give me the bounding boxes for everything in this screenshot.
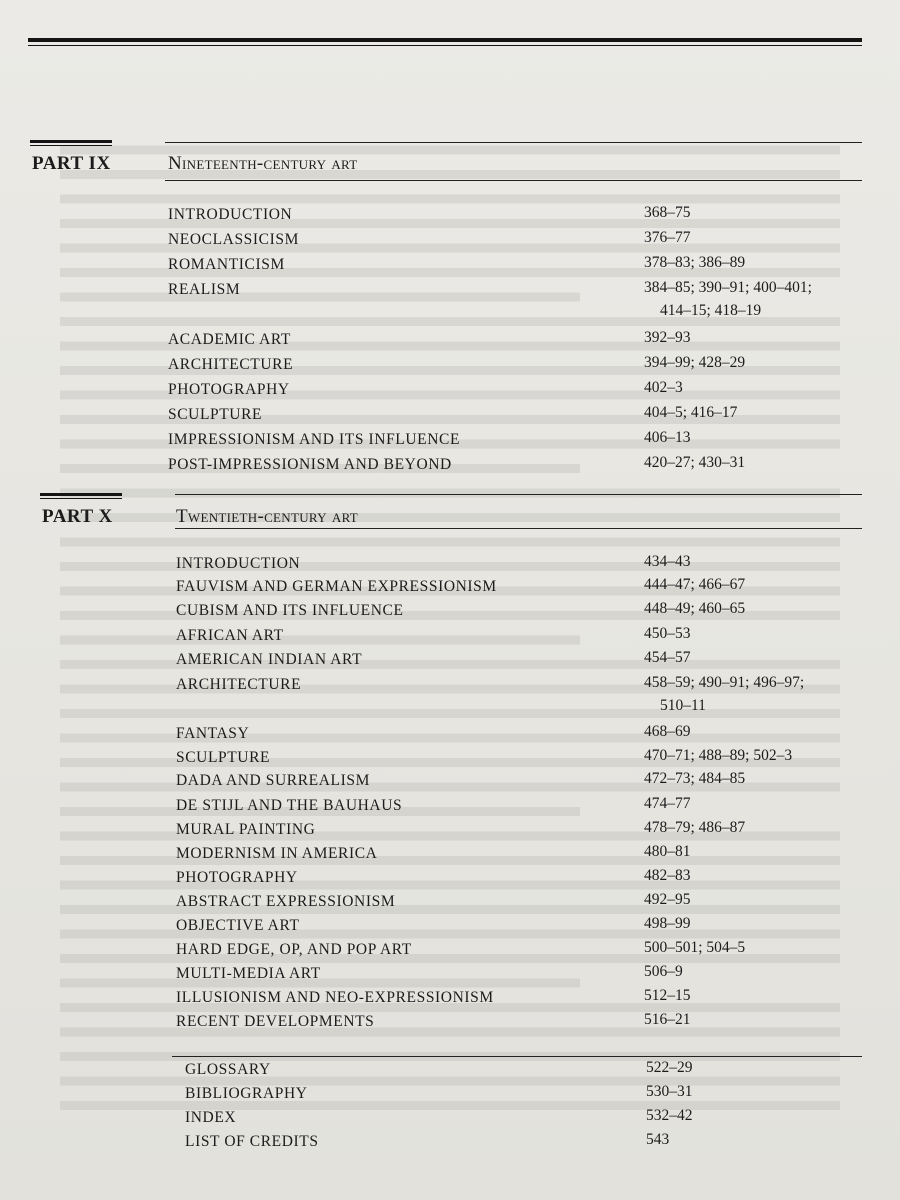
toc-entry-title: SCULPTURE [176,749,271,766]
toc-entry-title: GLOSSARY [185,1061,271,1078]
toc-entry-pages: 522–29 [646,1059,693,1076]
toc-entry-pages: 492–95 [644,891,691,908]
toc-entry-pages: 378–83; 386–89 [644,254,746,271]
toc-entry-pages: 458–59; 490–91; 496–97; [644,674,805,691]
toc-entry-title: AMERICAN INDIAN ART [176,651,363,668]
toc-entry-pages: 444–47; 466–67 [644,576,746,593]
toc-entry-pages: 512–15 [644,987,691,1004]
toc-entry-title: PHOTOGRAPHY [168,381,290,398]
toc-entry-pages: 454–57 [644,649,691,666]
toc-entry-title: ABSTRACT EXPRESSIONISM [176,893,396,910]
part-title: Nineteenth-century art [168,153,358,174]
part-heading-rule-thick [40,493,122,496]
part-title-underline [175,528,862,529]
toc-entry-title: ARCHITECTURE [168,356,294,373]
toc-entry-title: INTRODUCTION [176,555,301,572]
toc-entry-pages: 420–27; 430–31 [644,454,746,471]
toc-entry-title: ILLUSIONISM AND NEO-EXPRESSIONISM [176,989,494,1006]
toc-entry-title: INDEX [185,1109,237,1126]
toc-entry-pages: 376–77 [644,229,691,246]
toc-entry-pages: 402–3 [644,379,683,396]
part-heading-rule-thick [30,140,112,143]
toc-entry-pages: 394–99; 428–29 [644,354,746,371]
part-heading-rule [175,494,862,495]
toc-entry-title: NEOCLASSICISM [168,231,299,248]
page-header-rule [28,38,862,42]
toc-entry-pages: 480–81 [644,843,691,860]
toc-entry-title: DE STIJL AND THE BAUHAUS [176,797,403,814]
toc-entry-pages: 470–71; 488–89; 502–3 [644,747,793,764]
toc-entry-title: FANTASY [176,725,250,742]
toc-entry-title: REALISM [168,281,241,298]
toc-entry-pages: 478–79; 486–87 [644,819,746,836]
toc-entry-title: SCULPTURE [168,406,263,423]
toc-entry-title: MULTI-MEDIA ART [176,965,321,982]
toc-entry-title: INTRODUCTION [168,206,293,223]
toc-entry-title: MURAL PAINTING [176,821,316,838]
toc-entry-title: OBJECTIVE ART [176,917,300,934]
toc-entry-title: IMPRESSIONISM AND ITS INFLUENCE [168,431,461,448]
toc-entry-pages: 406–13 [644,429,691,446]
toc-entry-title: BIBLIOGRAPHY [185,1085,308,1102]
toc-entry-pages: 498–99 [644,915,691,932]
toc-entry-pages: 474–77 [644,795,691,812]
toc-entry-pages: 392–93 [644,329,691,346]
toc-entry-pages: 516–21 [644,1011,691,1028]
toc-entry-title: HARD EDGE, OP, AND POP ART [176,941,412,958]
toc-entry-pages: 468–69 [644,723,691,740]
toc-entry-pages: 500–501; 504–5 [644,939,746,956]
part-title: Twentieth-century art [176,506,359,527]
toc-entry-title: DADA AND SURREALISM [176,772,370,789]
toc-entry-title: ACADEMIC ART [168,331,291,348]
toc-entry-pages: 482–83 [644,867,691,884]
toc-entry-title: ROMANTICISM [168,256,285,273]
toc-entry-title: MODERNISM IN AMERICA [176,845,378,862]
toc-entry-pages: 506–9 [644,963,683,980]
toc-entry-title: PHOTOGRAPHY [176,869,298,886]
toc-entry-title: POST-IMPRESSIONISM AND BEYOND [168,456,452,473]
toc-entry-pages: 543 [646,1131,670,1148]
toc-entry-title: RECENT DEVELOPMENTS [176,1013,375,1030]
toc-entry-pages: 450–53 [644,625,691,642]
toc-entry-title: FAUVISM AND GERMAN EXPRESSIONISM [176,578,497,595]
toc-entry-pages: 532–42 [646,1107,693,1124]
part-heading-rule [165,142,862,143]
toc-entry-title: LIST OF CREDITS [185,1133,319,1150]
toc-entry-pages: 530–31 [646,1083,693,1100]
part-title-underline [165,180,862,181]
toc-entry-pages: 414–15; 418–19 [660,302,762,319]
toc-entry-title: CUBISM AND ITS INFLUENCE [176,602,404,619]
toc-entry-pages: 368–75 [644,204,691,221]
toc-entry-title: ARCHITECTURE [176,676,302,693]
toc-entry-pages: 472–73; 484–85 [644,770,746,787]
toc-entry-pages: 510–11 [660,697,706,714]
toc-entry-title: AFRICAN ART [176,627,284,644]
toc-entry-pages: 384–85; 390–91; 400–401; [644,279,812,296]
toc-entry-pages: 404–5; 416–17 [644,404,738,421]
back-matter-rule [172,1056,862,1057]
toc-entry-pages: 434–43 [644,553,691,570]
toc-entry-pages: 448–49; 460–65 [644,600,746,617]
part-label: PART X [42,506,113,527]
part-label: PART IX [32,153,111,174]
